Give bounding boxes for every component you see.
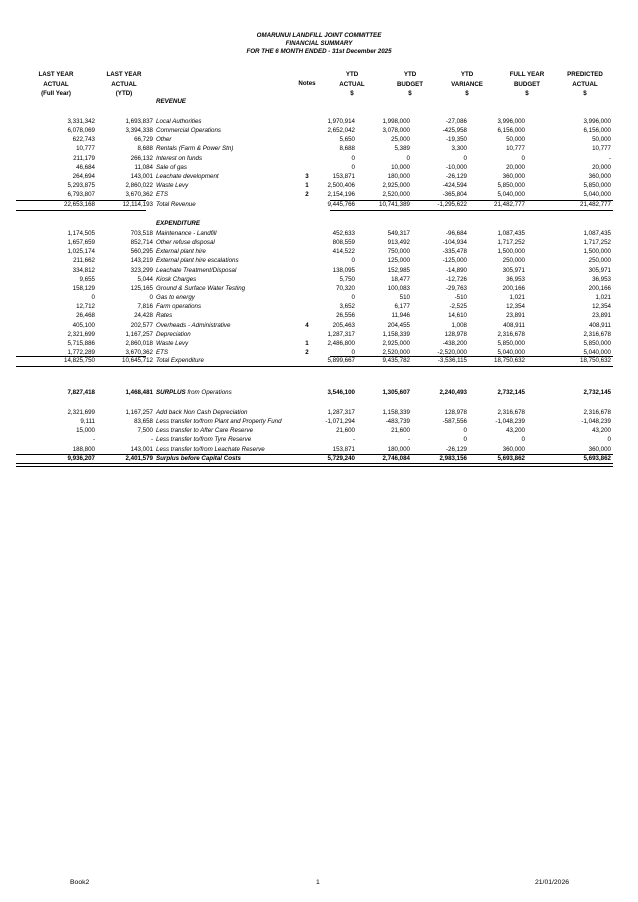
cell-label: Rentals (Farm & Power Stn) <box>156 145 234 153</box>
cell-ly: 12,712 <box>76 303 95 311</box>
table-row <box>0 190 638 199</box>
cell-fyb: 20,000 <box>506 163 525 171</box>
cell-ytd: 5,750 <box>339 275 355 283</box>
cell-fyb: 10,777 <box>506 145 525 153</box>
cell-pred: 1,717,252 <box>583 239 611 247</box>
cell-fyb: 250,000 <box>502 257 525 265</box>
cell-label: Kiosk Charges <box>156 275 197 283</box>
footer-date: 21/01/2026 <box>535 879 570 886</box>
cell-fyb: 2,316,678 <box>497 330 525 338</box>
cell-pred: 0 <box>607 436 611 444</box>
cell-ly: 5,293,875 <box>67 182 95 190</box>
cell-var: -26,129 <box>446 445 467 453</box>
cell-bud: 3,078,000 <box>382 127 410 135</box>
header-ytd-budget: YTD BUDGET $ <box>396 71 424 97</box>
cell-bud: 1,158,339 <box>382 330 410 338</box>
header-ytd-variance: YTD VARIANCE $ <box>451 71 483 97</box>
cell-fyb: 408,911 <box>503 321 525 329</box>
cell-ly: 9,111 <box>80 418 95 426</box>
cell-var: -587,556 <box>442 418 467 426</box>
cell-bud: 100,083 <box>387 284 410 292</box>
cell-bud: 549,317 <box>387 230 410 237</box>
cell-lyytd: - <box>150 436 153 444</box>
cell-fyb: 23,891 <box>506 312 525 320</box>
cell-var: 128,978 <box>444 330 467 338</box>
cell-var: -125,000 <box>442 257 467 265</box>
cell-ly: 1,657,659 <box>67 239 95 247</box>
cell-ytd: 2,154,196 <box>327 191 355 199</box>
cell-fyb: 5,040,000 <box>497 348 525 356</box>
cell-pred: 5,850,000 <box>583 182 611 190</box>
cell-lyytd: 2,860,022 <box>125 182 153 190</box>
table-row <box>0 293 638 302</box>
cell-pred: -1,048,239 <box>581 418 611 426</box>
cell-fyb: 0 <box>521 154 525 162</box>
surplus-row: 7,827,418 1,468,481 SURPLUS from Operations 3,546,100 1,305,607 2,240,493 2,732,145 2,732,145 <box>67 389 611 396</box>
cell-pred: 408,911 <box>589 321 611 329</box>
cell-fyb: 0 <box>521 436 525 444</box>
cell-ly: 6,078,069 <box>67 127 95 135</box>
cell-lyytd: 1,167,257 <box>125 409 153 416</box>
cell-ly: 9,655 <box>79 275 95 283</box>
table-row <box>0 445 638 454</box>
cell-note: 2 <box>305 348 309 356</box>
cell-ytd: 205,463 <box>332 321 355 329</box>
cell-var: -19,350 <box>446 136 467 144</box>
expenditure-heading: EXPENDITURE <box>156 220 201 227</box>
cell-pred: - <box>608 154 611 162</box>
cell-bud: -483,739 <box>385 418 410 426</box>
cell-label: External plant hire escalations <box>156 257 239 265</box>
cell-var: -10,000 <box>446 163 467 171</box>
cell-fyb: 36,953 <box>506 275 525 283</box>
table-row <box>0 275 638 284</box>
cell-ly: 622,743 <box>72 136 95 144</box>
cell-pred: 23,891 <box>592 312 611 320</box>
cell-ly: 2,321,699 <box>67 409 95 416</box>
cell-pred: 5,040,000 <box>583 191 611 199</box>
table-row <box>0 417 638 426</box>
cell-fyb: 43,200 <box>506 427 525 435</box>
cell-pred: 3,996,000 <box>583 118 611 125</box>
cell-note: 4 <box>305 321 309 329</box>
cell-ly: - <box>92 436 95 444</box>
cell-pred: 12,354 <box>592 303 611 311</box>
cell-ly: 10,777 <box>76 145 95 153</box>
cell-bud: 2,520,000 <box>382 191 410 199</box>
cell-lyytd: 1,693,837 <box>125 118 153 125</box>
cell-pred: 360,000 <box>588 445 611 453</box>
cell-ly: 405,100 <box>72 321 95 329</box>
cell-bud: 5,389 <box>394 145 410 153</box>
table-row <box>0 172 638 181</box>
cell-lyytd: 11,084 <box>134 163 153 171</box>
cell-bud: 2,925,000 <box>382 182 410 190</box>
cell-ly: 5,715,886 <box>67 339 95 347</box>
cell-pred: 43,200 <box>592 427 611 435</box>
cell-lyytd: 3,670,362 <box>125 348 153 356</box>
footer-page-number: 1 <box>316 879 320 886</box>
cell-pred: 1,087,435 <box>583 230 611 237</box>
cell-ly: 211,662 <box>73 257 95 265</box>
cell-label: Ground & Surface Water Testing <box>156 284 246 292</box>
cell-ytd: 2,486,800 <box>327 339 355 347</box>
cell-label: Less transfer to/from Plant and Property Fund <box>156 418 282 426</box>
cell-ytd: 138,095 <box>332 266 355 274</box>
cell-lyytd: 143,001 <box>130 445 153 453</box>
cell-var: 128,978 <box>444 409 467 416</box>
cell-label: Waste Levy <box>156 339 189 347</box>
cell-label: External plant hire <box>156 248 206 256</box>
cell-label: Leachate development <box>156 172 219 180</box>
cell-lyytd: 8,688 <box>137 145 153 153</box>
cell-pred: 360,000 <box>588 172 611 180</box>
table-row <box>0 435 638 444</box>
table-row <box>0 181 638 190</box>
cell-ytd: 3,652 <box>339 303 355 311</box>
cell-lyytd: 323,299 <box>130 266 153 274</box>
cell-var: -29,763 <box>446 284 467 292</box>
cell-lyytd: 202,577 <box>130 321 153 329</box>
cell-lyytd: 125,165 <box>130 284 153 292</box>
cell-var: -438,200 <box>442 339 467 347</box>
cell-bud: 0 <box>406 154 410 162</box>
cell-var: -26,129 <box>446 172 467 180</box>
cell-fyb: -1,048,239 <box>495 418 525 426</box>
cell-lyytd: 24,428 <box>134 312 153 320</box>
cell-var: -12,726 <box>446 275 467 283</box>
report-org-title: OMARUNUI LANDFILL JOINT COMMITTEE <box>256 32 382 39</box>
cell-bud: 1,998,000 <box>382 118 410 125</box>
cell-ly: 15,000 <box>76 427 95 435</box>
cell-pred: 50,000 <box>592 136 611 144</box>
surplus-label: SURPLUS <box>156 389 186 396</box>
cell-pred: 10,777 <box>592 145 611 153</box>
cell-var: -510 <box>454 294 467 302</box>
final-double-rule <box>16 463 613 467</box>
cell-ly: 26,468 <box>76 312 95 320</box>
cell-label: Local Authorities <box>156 118 202 125</box>
table-row <box>0 266 638 275</box>
report-period: FOR THE 6 MONTH ENDED - 31st December 2025 <box>246 48 392 55</box>
cell-bud: 11,946 <box>391 312 410 320</box>
cell-bud: 204,455 <box>387 321 410 329</box>
cell-note: 2 <box>305 191 309 199</box>
cell-var: 0 <box>463 154 467 162</box>
cell-ytd: 0 <box>351 154 355 162</box>
cell-lyytd: 3,394,338 <box>125 127 153 135</box>
cell-bud: - <box>407 436 410 444</box>
cell-bud: 2,925,000 <box>382 339 410 347</box>
cell-var: -335,478 <box>442 248 467 256</box>
cell-label: Add back Non Cash Depreciation <box>156 409 248 416</box>
table-row <box>0 154 638 163</box>
cell-label: Gas to energy <box>156 294 195 302</box>
cell-fyb: 1,500,000 <box>497 248 525 256</box>
cell-note: 1 <box>305 182 309 190</box>
cell-label: Less transfer to/from Tyre Reserve <box>156 436 252 444</box>
cell-lyytd: 852,714 <box>130 239 153 247</box>
cell-pred: 5,850,000 <box>583 339 611 347</box>
cell-ytd: 2,652,042 <box>327 127 355 135</box>
header-ytd-actual: YTD ACTUAL $ <box>339 71 365 97</box>
surplus-before-capital-row: 9,936,207 2,401,579 Surplus before Capital Costs 5,729,240 2,746,084 2,983,156 5,693,862 5,693,862 <box>67 455 611 462</box>
cell-ytd: 0 <box>351 348 355 356</box>
table-row <box>0 339 638 348</box>
table-row <box>0 408 638 417</box>
header-full-year-budget: FULL YEAR BUDGET $ <box>509 71 545 97</box>
table-row <box>0 302 638 311</box>
cell-var: -96,684 <box>446 230 467 237</box>
cell-pred: 1,500,000 <box>583 248 611 256</box>
cell-label: Waste Levy <box>156 182 189 190</box>
cell-fyb: 50,000 <box>506 136 525 144</box>
table-row <box>0 126 638 135</box>
cell-ly: 158,129 <box>72 284 95 292</box>
cell-pred: 1,021 <box>595 294 611 302</box>
table-row <box>0 311 638 320</box>
cell-ly: 1,174,505 <box>67 230 95 237</box>
revenue-heading: REVENUE <box>156 98 186 105</box>
cell-var: -365,804 <box>442 191 467 199</box>
cell-pred: 200,166 <box>588 284 611 292</box>
cell-lyytd: 266,132 <box>130 154 153 162</box>
surplus-label-rest: from Operations <box>187 389 232 396</box>
cell-fyb: 12,354 <box>506 303 525 311</box>
cell-lyytd: 0 <box>149 294 153 302</box>
cell-fyb: 305,971 <box>502 266 525 274</box>
cell-label: Sale of gas <box>156 163 187 171</box>
cell-ytd: 0 <box>351 257 355 265</box>
header-last-year-ytd: LAST YEAR ACTUAL (YTD) <box>106 71 142 97</box>
cell-label: Other <box>156 136 172 144</box>
cell-fyb: 5,850,000 <box>497 339 525 347</box>
cell-bud: 913,492 <box>387 239 410 247</box>
expenditure-total-row: 14,825,750 10,645,712 Total Expenditure 5,899,667 9,435,782 -3,536,115 18,750,632 18,750,632 <box>64 357 611 364</box>
header-notes: Notes <box>298 80 316 87</box>
cell-label: Overheads - Administrative <box>156 321 231 329</box>
table-row <box>0 144 638 153</box>
cell-ly: 188,800 <box>72 445 95 453</box>
cell-ytd: 1,287,317 <box>327 330 355 338</box>
expenditure-bottom-rule <box>16 366 613 367</box>
cell-pred: 20,000 <box>592 163 611 171</box>
cell-ytd: 1,287,317 <box>327 409 355 416</box>
cell-label: Less transfer to/from Leachate Reserve <box>156 445 265 453</box>
cell-ytd: 0 <box>351 163 355 171</box>
table-row <box>0 135 638 144</box>
cell-bud: 152,985 <box>387 266 410 274</box>
cell-ly: 1,025,174 <box>67 248 95 256</box>
cell-ly: 0 <box>91 294 95 302</box>
cell-label: Rates <box>156 312 173 320</box>
cell-lyytd: 143,219 <box>130 257 153 265</box>
cell-ytd: 8,688 <box>339 145 355 153</box>
cell-bud: 6,177 <box>394 303 410 311</box>
table-row <box>0 238 638 247</box>
revenue-bottom-rule-left <box>16 210 146 211</box>
cell-ly: 334,812 <box>72 266 95 274</box>
cell-ly: 2,321,699 <box>67 330 95 338</box>
table-row <box>0 256 638 265</box>
cell-label: Leachate Treatment/Disposal <box>156 266 237 274</box>
cell-bud: 750,000 <box>387 248 410 256</box>
header-predicted-actual: PREDICTED ACTUAL $ <box>567 71 603 97</box>
table-row <box>0 321 638 330</box>
cell-fyb: 200,166 <box>502 284 525 292</box>
cell-lyytd: 2,860,018 <box>125 339 153 347</box>
cell-ytd: 153,871 <box>332 172 355 180</box>
cell-label: ETS <box>156 348 169 356</box>
table-row <box>0 163 638 172</box>
cell-bud: 180,000 <box>387 445 410 453</box>
cell-var: -2,520,000 <box>437 348 467 356</box>
table-row <box>0 229 638 238</box>
table-row <box>0 426 638 435</box>
cell-ytd: 70,320 <box>336 284 355 292</box>
cell-ly: 1,772,289 <box>67 348 95 356</box>
cell-lyytd: 143,001 <box>130 172 153 180</box>
cell-var: -14,890 <box>446 266 467 274</box>
cell-fyb: 3,996,000 <box>497 118 525 125</box>
cell-ytd: 153,871 <box>332 445 355 453</box>
report-title: FINANCIAL SUMMARY <box>285 40 353 47</box>
cell-label: Other refuse disposal <box>156 239 215 247</box>
cell-fyb: 360,000 <box>502 445 525 453</box>
cell-fyb: 1,021 <box>509 294 525 302</box>
cell-fyb: 1,087,435 <box>497 230 525 237</box>
cell-pred: 250,000 <box>588 257 611 265</box>
cell-bud: 2,520,000 <box>382 348 410 356</box>
footer-sheet-name: Book2 <box>70 879 90 886</box>
cell-label: Farm operations <box>156 303 202 311</box>
cell-ytd: 414,522 <box>332 248 355 256</box>
cell-fyb: 360,000 <box>502 172 525 180</box>
cell-bud: 125,000 <box>387 257 410 265</box>
cell-ytd: 2,500,406 <box>327 182 355 190</box>
cell-pred: 305,971 <box>588 266 611 274</box>
cell-ytd: -1,071,294 <box>325 418 355 426</box>
cell-label: Maintenance - Landfill <box>156 230 217 237</box>
cell-var: 3,300 <box>451 145 467 153</box>
cell-ly: 264,694 <box>72 172 95 180</box>
cell-note: 3 <box>305 172 309 180</box>
cell-ly: 46,684 <box>76 163 95 171</box>
cell-bud: 18,477 <box>391 275 410 283</box>
cell-bud: 10,000 <box>391 163 410 171</box>
cell-var: 0 <box>463 427 467 435</box>
cell-lyytd: 7,500 <box>137 427 153 435</box>
cell-ytd: 808,559 <box>332 239 355 247</box>
cell-ytd: 21,600 <box>336 427 355 435</box>
cell-label: Depreciation <box>156 330 191 338</box>
cell-label: Less transfer to After Care Reserve <box>156 427 254 435</box>
cell-pred: 2,316,678 <box>583 409 611 416</box>
cell-var: -425,958 <box>442 127 467 135</box>
cell-var: 14,610 <box>448 312 467 320</box>
cell-ytd: 0 <box>351 294 355 302</box>
cell-var: 0 <box>463 436 467 444</box>
cell-fyb: 6,156,000 <box>497 127 525 135</box>
cell-ytd: 1,970,914 <box>327 118 355 125</box>
cell-lyytd: 3,670,362 <box>125 191 153 199</box>
cell-note: 1 <box>305 339 309 347</box>
cell-ytd: 5,650 <box>339 136 355 144</box>
cell-pred: 2,316,678 <box>583 330 611 338</box>
cell-ly: 3,331,342 <box>67 118 95 125</box>
cell-ly: 6,793,807 <box>67 191 95 199</box>
table-row <box>0 117 638 126</box>
cell-bud: 1,158,339 <box>382 409 410 416</box>
cell-lyytd: 560,295 <box>130 248 153 256</box>
cell-ytd: 26,556 <box>336 312 355 320</box>
cell-var: -424,594 <box>442 182 467 190</box>
cell-lyytd: 1,167,257 <box>125 330 153 338</box>
cell-lyytd: 703,518 <box>130 230 153 237</box>
cell-lyytd: 5,044 <box>137 275 153 283</box>
revenue-total-row: 22,653,168 12,114,193 Total Revenue 9,445,766 10,741,389 -1,295,622 21,482,777 21,482,777 <box>64 201 611 208</box>
cell-bud: 180,000 <box>387 172 410 180</box>
cell-var: 1,008 <box>451 321 467 329</box>
cell-pred: 36,953 <box>592 275 611 283</box>
revenue-bottom-rule-right <box>330 210 613 211</box>
cell-fyb: 2,316,678 <box>497 409 525 416</box>
cell-var: -27,086 <box>446 118 467 125</box>
cell-lyytd: 66,729 <box>134 136 153 144</box>
cell-ly: 211,179 <box>73 154 95 162</box>
table-row <box>0 284 638 293</box>
cell-var: -104,934 <box>442 239 467 247</box>
cell-pred: 6,156,000 <box>583 127 611 135</box>
cell-label: Commercial Operations <box>156 127 221 135</box>
cell-lyytd: 7,816 <box>137 303 153 311</box>
table-row <box>0 330 638 339</box>
cell-bud: 510 <box>399 294 410 302</box>
cell-bud: 25,000 <box>391 136 410 144</box>
cell-pred: 5,040,000 <box>583 348 611 356</box>
cell-fyb: 5,850,000 <box>497 182 525 190</box>
table-row <box>0 247 638 256</box>
cell-ytd: 452,633 <box>332 230 355 237</box>
cell-lyytd: 83,658 <box>134 418 153 426</box>
header-last-year-full: LAST YEAR ACTUAL (Full Year) <box>38 71 74 97</box>
cell-fyb: 1,717,252 <box>497 239 525 247</box>
cell-label: Interest on funds <box>156 154 203 162</box>
cell-ytd: - <box>352 436 355 444</box>
cell-var: -2,525 <box>449 303 467 311</box>
cell-bud: 21,600 <box>391 427 410 435</box>
cell-fyb: 5,040,000 <box>497 191 525 199</box>
cell-label: ETS <box>156 191 169 199</box>
